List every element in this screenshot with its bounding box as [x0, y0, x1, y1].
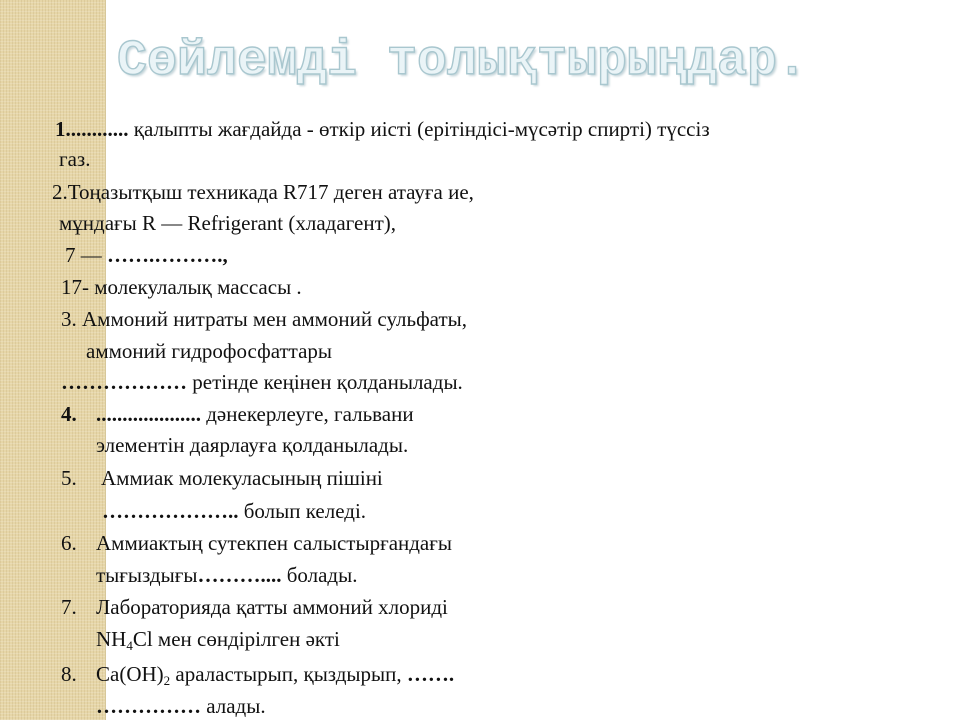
item-6-line-2-end: болады.: [281, 563, 358, 587]
item-6-line-1: [61, 530, 452, 556]
item-7-line-2: [96, 626, 340, 652]
item-7-formula-a: NH: [96, 627, 127, 651]
item-2-number: 2.: [52, 180, 68, 204]
item-5-line-2: [102, 498, 366, 524]
item-2-line-1: [52, 179, 474, 205]
item-6-line-2-text: тығыздығы: [96, 563, 198, 587]
item-1-line-2: газ.: [59, 147, 91, 171]
item-5-text: Аммиак молекуласының пішіні: [101, 466, 383, 490]
item-6-line-2: [96, 562, 357, 588]
item-8-blank-1: …….: [406, 662, 455, 686]
item-2-line-3-label: 7 —: [65, 243, 107, 267]
item-7-number: 7.: [61, 595, 77, 619]
item-8-number: 8.: [61, 662, 77, 686]
item-7-formula-b: Cl мен сөндірілген әкті: [132, 627, 340, 651]
item-5-blank: ………………..: [102, 499, 239, 523]
item-3-line-3: [61, 369, 463, 395]
item-7-formula-sub: 4: [126, 638, 133, 653]
item-7-text: Лабораторияда қатты аммоний хлориді: [96, 595, 448, 619]
item-6-text: Аммиактың сутекпен салыстырғандағы: [96, 531, 452, 555]
item-2-line-2: мұндағы R — Refrigerant (хладагент),: [59, 211, 396, 235]
item-8-text: араластырып, қыздырып,: [170, 662, 407, 686]
item-2-blank: …….……….,: [107, 243, 228, 267]
item-2-line-3: [65, 242, 228, 268]
item-4-text: дәнекерлеуге, гальвани: [201, 402, 414, 426]
item-5-line-2-text: болып келеді.: [238, 499, 367, 523]
item-4-number: 4.: [61, 402, 77, 426]
item-1-text: қалыпты жағдайда - өткір иісті (ерітіндісі-мүсәтір спирті) түссіз: [128, 117, 710, 141]
item-3-line-3-text: ретінде кеңінен қолданылады.: [187, 370, 463, 394]
item-8-line-2-text: алады.: [201, 694, 266, 718]
item-1-line-1: [55, 116, 710, 142]
item-5-number: 5.: [61, 466, 77, 490]
item-3-number: 3.: [61, 307, 77, 331]
item-1-number: 1: [55, 117, 66, 141]
item-8-line-2: [96, 693, 266, 719]
item-3-line-2: аммоний гидрофосфаттары: [86, 339, 333, 363]
item-2-text: Тоңазытқыш техникада R717 деген атауға ие,: [67, 180, 474, 204]
item-8-blank-2: ……………: [96, 694, 201, 718]
item-7-line-1: [61, 594, 448, 620]
slide-title: Сөйлемді толықтырыңдар.: [116, 33, 808, 90]
item-4-line-1: [61, 401, 414, 427]
item-6-number: 6.: [61, 531, 77, 555]
item-8-formula-sub: 2: [163, 673, 171, 688]
item-5-line-1: [61, 465, 383, 491]
item-8-line-1: [61, 661, 454, 687]
item-3-line-1: [61, 306, 467, 332]
item-4-line-2: элементін даярлауға қолданылады.: [96, 433, 409, 457]
item-2-line-4: 17- молекулалық массасы .: [61, 275, 302, 299]
item-1-blank: ............: [65, 117, 129, 141]
item-3-blank: ………………: [61, 370, 187, 394]
item-6-blank: ………....: [197, 563, 282, 587]
item-8-formula-a: Ca(OH): [96, 662, 164, 686]
item-3-text: Аммоний нитраты мен аммоний сульфаты,: [82, 307, 467, 331]
item-4-blank: ....................: [96, 402, 201, 426]
